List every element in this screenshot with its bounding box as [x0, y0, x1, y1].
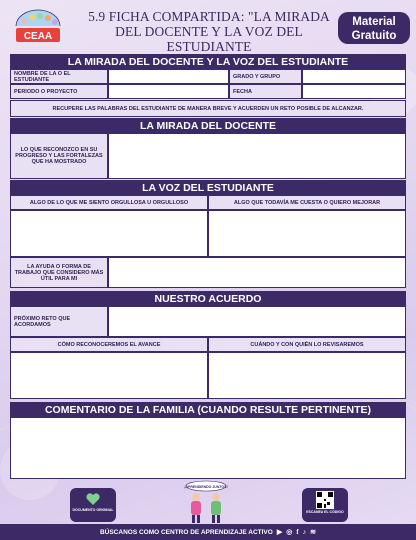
section-title-teacher: LA MIRADA DEL DOCENTE [10, 118, 406, 133]
tiktok-icon[interactable]: ♪ [302, 528, 307, 536]
progress-recognition-field[interactable] [10, 352, 208, 399]
date-label: FECHA [229, 84, 302, 99]
next-challenge-field[interactable] [108, 306, 406, 337]
speech-bubble-text: ¡APRENDIENDO JUNTOS! [184, 485, 228, 489]
youtube-icon[interactable]: ▶ [276, 529, 283, 536]
student-name-field[interactable] [108, 69, 229, 84]
section-title-student: LA VOZ DEL ESTUDIANTE [10, 180, 406, 195]
students-illustration [178, 480, 234, 524]
review-when-who-field[interactable] [208, 352, 406, 399]
qr-code-icon [316, 491, 334, 509]
section-title-family: COMENTARIO DE LA FAMILIA (CUANDO RESULTE PERTINENTE) [10, 402, 406, 417]
want-to-improve-label: ALGO QUE TODAVÍA ME CUESTA O QUIERO MEJORAR [208, 195, 406, 210]
qr-seal-text: ESCANEA EL CÓDIGO [306, 510, 344, 514]
recognize-progress-label: LO QUE RECONOZCO EN SU PROGRESO Y LAS FORTALEZAS QUE HA MOSTRADO [10, 133, 108, 179]
student-voice-section [10, 180, 406, 288]
period-project-field[interactable] [108, 84, 229, 99]
useful-help-label: LA AYUDA O FORMA DE TRABAJO QUE CONSIDERO MÁS ÚTIL PARA MI [10, 257, 108, 288]
agreement-section [10, 291, 406, 399]
progress-recognition-label: CÓMO RECONOCEREMOS EL AVANCE [10, 337, 208, 352]
section-title-agreement: NUESTRO ACUERDO [10, 291, 406, 306]
date-field[interactable] [302, 84, 406, 99]
want-to-improve-field[interactable] [208, 210, 406, 257]
ceaa-logo [10, 6, 66, 48]
next-challenge-label: PRÓXIMO RETO QUE ACORDAMOS [10, 306, 108, 337]
review-when-who-label: CUÁNDO Y CON QUIÉN LO REVISAREMOS [208, 337, 406, 352]
footer-text: BÚSCANOS COMO CENTRO DE APRENDIZAJE ACTIVO [99, 528, 273, 536]
page-header [0, 0, 416, 52]
instructions-text: RECUPERE LAS PALABRAS DEL ESTUDIANTE DE MANERA BREVE Y ACUERDEN UN RETO POSIBLE DE ALCANZAR. [10, 100, 406, 117]
proud-of-label: ALGO DE LO QUE ME SIENTO ORGULLOSA U ORGULLOSO [10, 195, 208, 210]
original-document-seal [70, 488, 116, 522]
section-title-main: LA MIRADA DEL DOCENTE Y LA VOZ DEL ESTUDIANTE [10, 54, 406, 69]
grade-group-field[interactable] [302, 69, 406, 84]
useful-help-field[interactable] [108, 257, 406, 288]
heart-icon [85, 491, 101, 507]
instagram-icon[interactable]: ◎ [286, 529, 293, 536]
student-name-label: NOMBRE DE LA O EL ESTUDIANTE [10, 69, 108, 84]
badge-line-1: Material [352, 16, 396, 28]
teacher-view-section [10, 118, 406, 179]
grade-group-label: GRADO Y GRUPO [229, 69, 302, 84]
badge-line-2: Gratuito [351, 30, 397, 42]
recognize-progress-field[interactable] [108, 133, 406, 179]
original-seal-text: DOCUMENTO ORIGINAL [72, 508, 114, 512]
page-title: 5.9 FICHA COMPARTIDA: "LA MIRADA DEL DOCENTE Y LA VOZ DEL ESTUDIANTE [88, 9, 330, 54]
family-comment-section [10, 402, 406, 479]
family-comment-field[interactable] [10, 417, 406, 479]
logo-text: CEAA [23, 31, 53, 42]
podcast-icon[interactable]: ≋ [310, 529, 317, 536]
student-info-section [10, 54, 406, 117]
qr-code-block[interactable] [302, 488, 348, 522]
page-footer [0, 524, 416, 540]
facebook-icon[interactable]: f [296, 528, 299, 536]
period-project-label: PERIODO O PROYECTO [10, 84, 108, 99]
proud-of-field[interactable] [10, 210, 208, 257]
free-material-badge [338, 12, 410, 44]
